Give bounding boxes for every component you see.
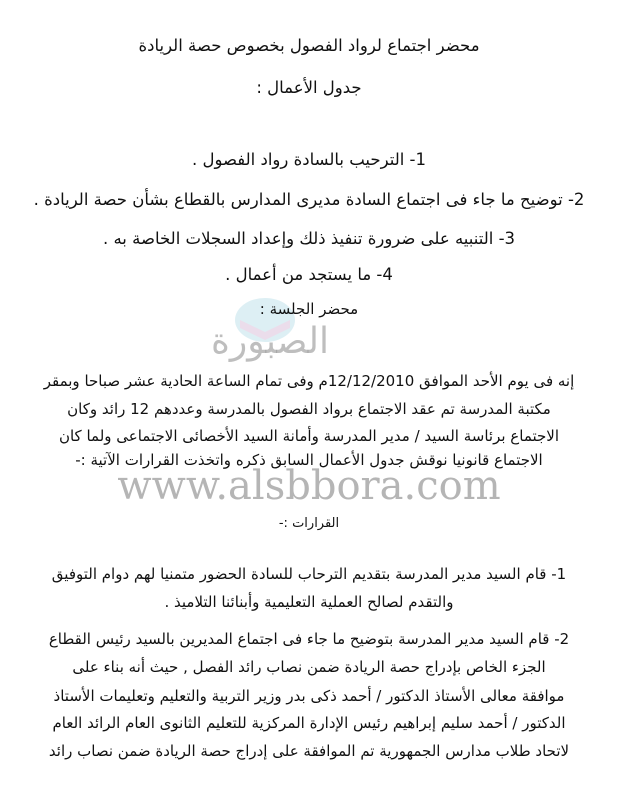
minutes-line: الاجتماع قانونيا نوقش جدول الأعمال السابق ذكره واتخذت القرارات الآتية :- xyxy=(75,451,543,469)
agenda-item: 3- التنبيه على ضرورة تنفيذ ذلك وإعداد السجلات الخاصة به . xyxy=(102,229,516,248)
document-title: محضر اجتماع لرواد الفصول بخصوص حصة الريادة xyxy=(138,36,480,55)
minutes-line: الاجتماع برئاسة السيد / مدير المدرسة وأمانة السيد الأخصائى الاجتماعى ولما كان xyxy=(58,427,560,445)
decision-line: موافقة معالى الأستاذ الدكتور / أحمد ذكى بدر وزير التربية والتعليم وتعليمات الأستاذ xyxy=(53,687,565,705)
decision-line: 1- قام السيد مدير المدرسة بتقديم الترحاب للسادة الحضور متمنيا لهم دوام التوفيق xyxy=(51,565,567,583)
agenda-heading: جدول الأعمال : xyxy=(256,78,362,97)
decision-line: الدكتور / أحمد سليم إبراهيم رئيس الإدارة المركزية للتعليم الثانوى العام الرائد العام xyxy=(52,714,566,732)
minutes-heading: محضر الجلسة : xyxy=(259,300,359,318)
agenda-item: 4- ما يستجد من أعمال . xyxy=(225,265,393,284)
minutes-line: إنه فى يوم الأحد الموافق 12/12/2010م وفى تمام الساعة الحادية عشر صباحا وبمقر xyxy=(43,372,575,390)
decision-line: والتقدم لصالح العملية التعليمية وأبنائنا التلاميذ . xyxy=(164,593,454,611)
agenda-item: 1- الترحيب بالسادة رواد الفصول . xyxy=(191,150,427,169)
decisions-heading: القرارات :- xyxy=(278,516,340,531)
decision-line: الجزء الخاص بإدراج حصة الريادة ضمن نصاب رائد الفصل , حيث أنه بناء على xyxy=(72,658,546,676)
watermark-name: الصبورة xyxy=(211,321,329,362)
decision-line: 2- قام السيد مدير المدرسة بتوضيح ما جاء فى اجتماع المديرين بالسيد رئيس القطاع xyxy=(48,630,570,648)
minutes-line: مكتبة المدرسة تم عقد الاجتماع برواد الفصول بالمدرسة وعددهم 12 رائد وكان xyxy=(67,400,551,418)
agenda-item: 2- توضيح ما جاء فى اجتماع السادة مديرى المدارس بالقطاع بشأن حصة الريادة . xyxy=(33,190,585,209)
watermark-url: www.alsbbora.com xyxy=(117,463,501,509)
decision-line: لاتحاد طلاب مدارس الجمهورية تم الموافقة على إدراج حصة الريادة ضمن نصاب رائد xyxy=(48,742,570,760)
